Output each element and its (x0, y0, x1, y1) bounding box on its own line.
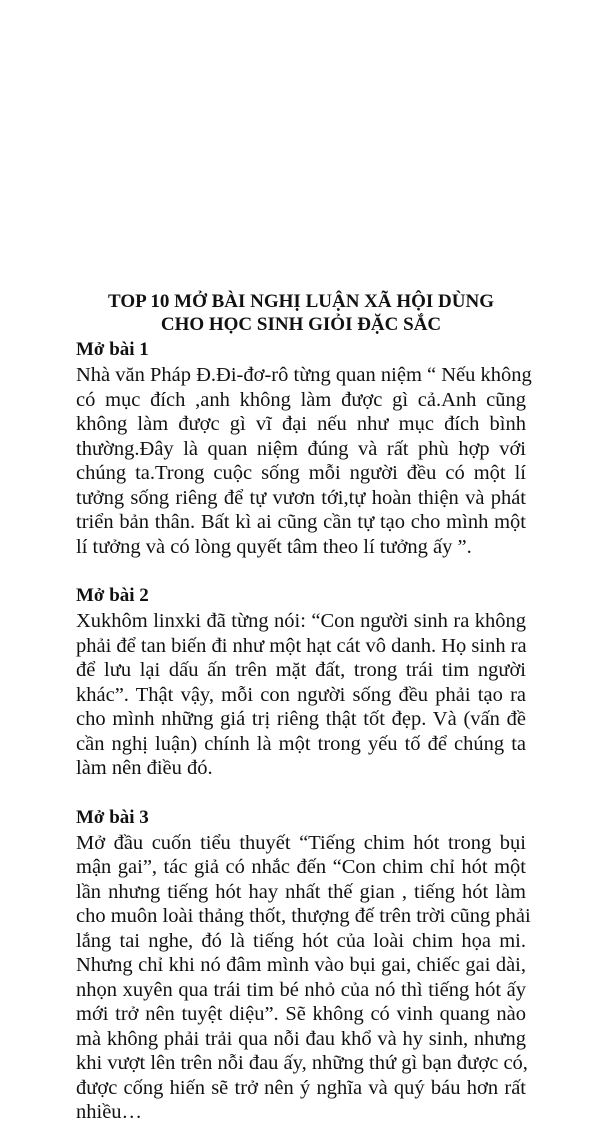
paragraph-line: nhiều… (76, 1101, 143, 1123)
paragraph-line: tưởng sống riêng để tự vươn tới,tự hoàn thiện và phát (76, 486, 526, 509)
paragraph-line: khác”. Thật vậy, mỗi con người sống đều phải tạo ra (76, 683, 526, 706)
title-line: TOP 10 MỞ BÀI NGHỊ LUẬN XÃ HỘI DÙNG (107, 291, 494, 312)
paragraph-line: lí tưởng và có lòng quyết tâm theo lí tưởng ấy ”. (76, 535, 472, 558)
section-heading-mo-bai-2: Mở bài 2 (76, 585, 149, 606)
paragraph-line: Mở đầu cuốn tiểu thuyết “Tiếng chim hót trong bụi (76, 831, 526, 854)
paragraph-line: Nhà văn Pháp Đ.Đi-đơ-rô từng quan niệm “ Nếu không (76, 364, 532, 386)
paragraph-line: phải để tan biến đi như một hạt cát vô danh. Họ sinh ra (76, 634, 527, 657)
title-line: CHO HỌC SINH GIỎI ĐẶC SẮC (160, 314, 442, 335)
paragraph-line: thường.Đây là quan niệm đúng và rất phù hợp với (76, 437, 526, 460)
paragraph-line: cho muôn loài thảng thốt, thượng đế trên trời cũng phải (76, 905, 531, 927)
paragraph-line: có mục đích ,anh không làm được gì cả.Anh cũng (76, 388, 526, 411)
paragraph-line: chúng ta.Trong cuộc sống mỗi người đều có một lí (76, 462, 526, 484)
section-paragraph-mo-bai-3 (76, 831, 531, 1125)
paragraph-line: làm nên điều đó. (76, 757, 213, 779)
paragraph-line: nhọn xuyên qua trái tim bé nhỏ của nó thì tiếng hót ấy (76, 978, 526, 1001)
paragraph-line: cho mình những giá trị riêng thật tốt đẹp. Và (vấn đề (76, 708, 526, 730)
section-heading-mo-bai-1: Mở bài 1 (76, 339, 149, 360)
paragraph-line: mà không phải trải qua nỗi đau khổ và hy sinh, nhưng (76, 1027, 526, 1050)
paragraph-line: không làm được gì vĩ đại nếu như mục đích bình (76, 413, 526, 435)
paragraph-line: Xukhôm linxki đã từng nói: “Con người sinh ra không (76, 610, 526, 632)
section-paragraph-mo-bai-2 (76, 609, 526, 781)
paragraph-line: để lưu lại dấu ấn trên mặt đất, trong trái tim người (76, 659, 526, 681)
paragraph-line: mới trở nên tuyệt diệu”. Sẽ không có vinh quang nào (76, 1003, 526, 1025)
paragraph-line: khi vượt lên trên nỗi đau ấy, những thứ gì bạn được có, (76, 1052, 528, 1074)
section-paragraph-mo-bai-1 (76, 363, 532, 559)
paragraph-line: mận gai”, tác giả có nhắc đến “Con chim chỉ hót một (76, 856, 526, 878)
document-body (76, 290, 532, 1125)
paragraph-line: Nhưng chỉ khi nó đâm mình vào bụi gai, chiếc gai dài, (76, 954, 526, 976)
paragraph-line: triển bản thân. Bất kì ai cũng cần tự tạo cho mình một (76, 511, 526, 533)
document-title (66, 290, 536, 336)
section-heading-mo-bai-3: Mở bài 3 (76, 806, 149, 828)
paragraph-line: được cống hiến sẽ trở nên ý nghĩa và quý báu hơn rất (76, 1076, 526, 1099)
paragraph-line: cần nghị luận) chính là một trong yếu tố để chúng ta (76, 732, 526, 755)
paragraph-line: lắng tai nghe, đó là tiếng hót của loài chim họa mi. (76, 929, 526, 952)
paragraph-line: lần nhưng tiếng hót hay nhất thế gian , tiếng hót làm (76, 880, 526, 903)
